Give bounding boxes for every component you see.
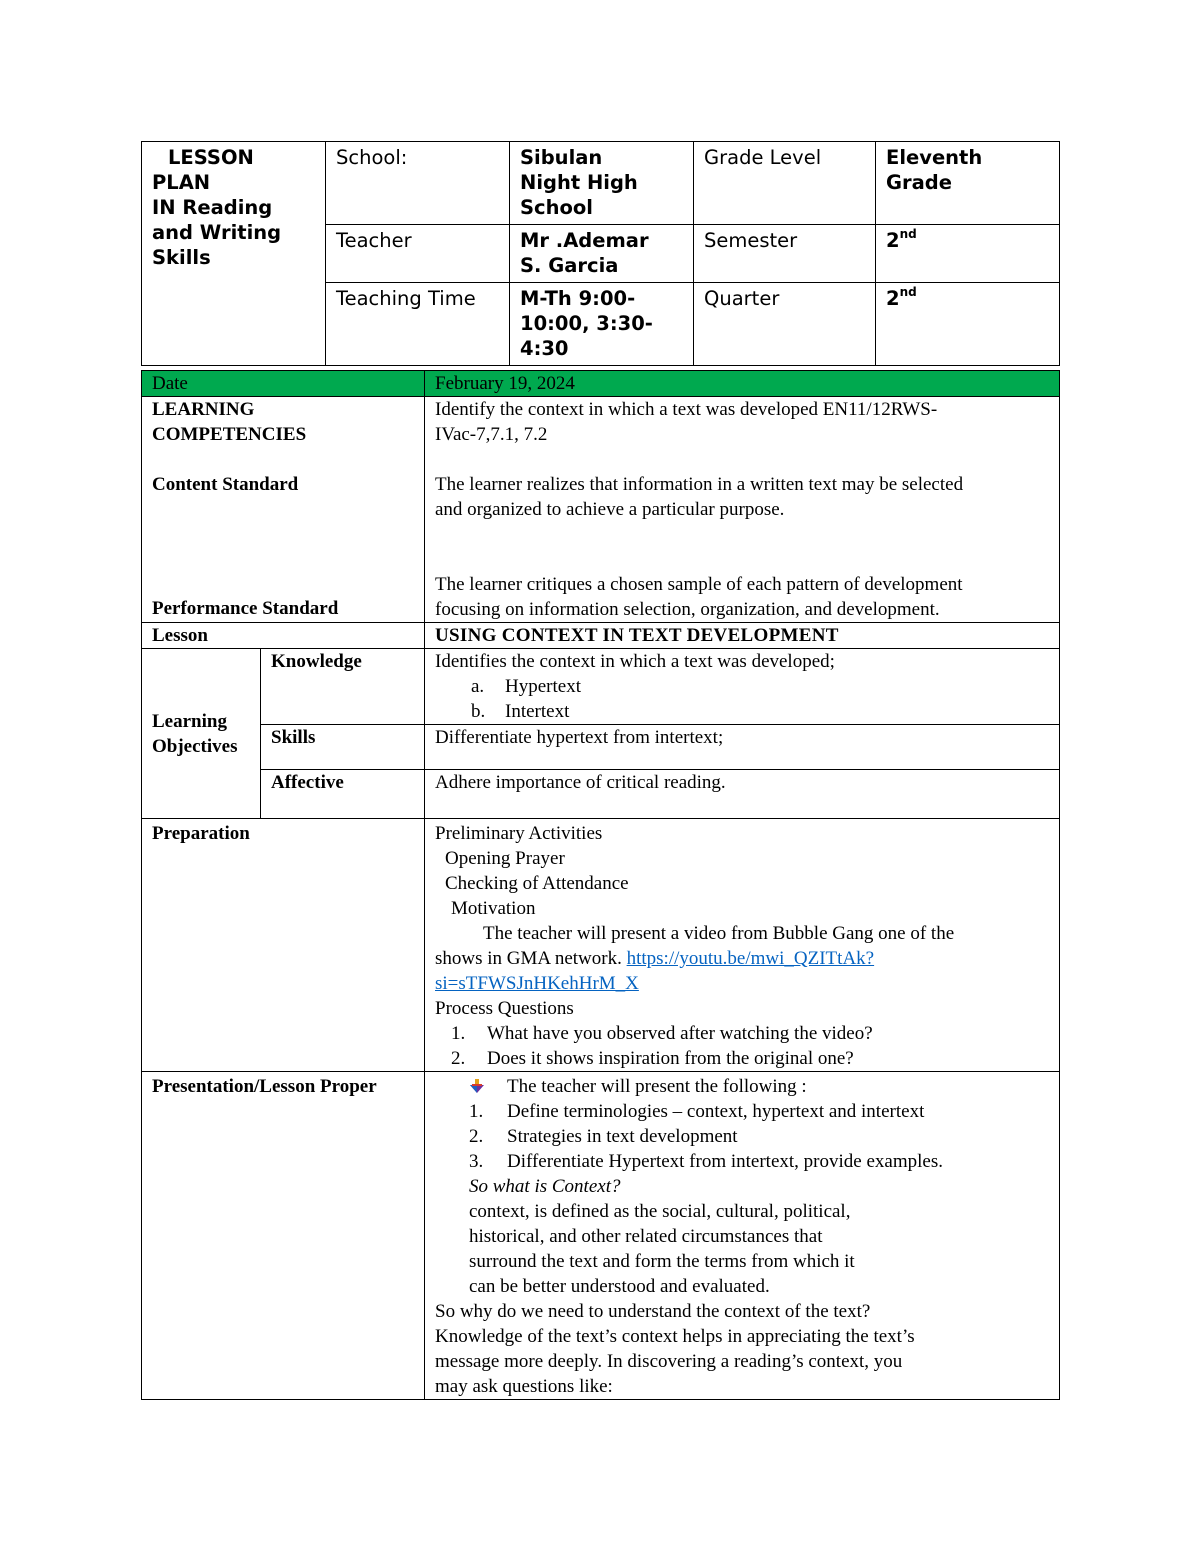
header-table bbox=[141, 141, 1060, 366]
quarter-label: Quarter bbox=[694, 283, 876, 366]
list-item: b. Intertext bbox=[471, 701, 570, 722]
grade-level-value: Eleventh Grade bbox=[876, 142, 1060, 225]
skills-label: Skills bbox=[261, 725, 425, 770]
lesson-details-table bbox=[141, 370, 1060, 1400]
semester-label: Semester bbox=[694, 225, 876, 283]
affective-label: Affective bbox=[261, 770, 425, 819]
down-arrow-bullet-icon bbox=[435, 1074, 507, 1099]
lesson-label: Lesson bbox=[142, 623, 425, 649]
date-value: February 19, 2024 bbox=[425, 371, 1060, 397]
content-standard-label: Content Standard bbox=[152, 474, 299, 495]
list-item: 2. Does it shows inspiration from the original one? bbox=[451, 1048, 854, 1069]
standards-labels: LEARNING COMPETENCIES Content Standard Performance Standard bbox=[142, 397, 425, 623]
performance-standard-label: Performance Standard bbox=[152, 598, 339, 619]
context-definition: context, is defined as the social, cultural, political, historical, and other related circumstances that surround the text and form the terms from which it can be better understood and evaluated. bbox=[469, 1201, 855, 1297]
school-value: Sibulan Night High School bbox=[510, 142, 694, 225]
list-item: a. Hypertext bbox=[471, 676, 581, 697]
preparation-label: Preparation bbox=[142, 819, 425, 1072]
quarter-value: 2nd bbox=[876, 283, 1060, 366]
teacher-value: Mr .Ademar S. Garcia bbox=[510, 225, 694, 283]
list-item: 1. Define terminologies – context, hypertext and intertext bbox=[469, 1101, 925, 1122]
teacher-label: Teacher bbox=[326, 225, 510, 283]
competencies-value: Identify the context in which a text was developed EN11/12RWS- IVac-7,7.1, 7.2 bbox=[435, 399, 938, 445]
list-item: 1. What have you observed after watching the video? bbox=[451, 1023, 873, 1044]
knowledge-label: Knowledge bbox=[261, 649, 425, 725]
school-label: School: bbox=[326, 142, 510, 225]
presentation-label: Presentation/Lesson Proper bbox=[142, 1072, 425, 1400]
semester-value: 2nd bbox=[876, 225, 1060, 283]
list-item: 3. Differentiate Hypertext from intertext, provide examples. bbox=[469, 1151, 943, 1172]
teaching-time-label: Teaching Time bbox=[326, 283, 510, 366]
lesson-plan-title: LESSON PLAN IN Reading and Writing Skills bbox=[142, 142, 326, 366]
teaching-time-value: M-Th 9:00- 10:00, 3:30- 4:30 bbox=[510, 283, 694, 366]
lesson-title: USING CONTEXT IN TEXT DEVELOPMENT bbox=[425, 623, 1060, 649]
context-explanation: So why do we need to understand the context of the text? Knowledge of the text’s context helps in appreciating the text’s message more deeply. In discovering a reading’s context, you may ask questions like: bbox=[435, 1301, 915, 1397]
date-label: Date bbox=[142, 371, 425, 397]
standards-values bbox=[425, 397, 1060, 623]
preparation-value: Preliminary Activities Opening Prayer Checking of Attendance Motivation The teacher will present a video from Bubble Gang one of the shows in GMA network. https://youtu.be/mwi_QZITtAk? si=sTFWSJnHKehHrM_X Process Questions 1. What have you observed after watching the video? 2. Does it shows inspiration from the original one? bbox=[425, 819, 1060, 1072]
performance-standard-value: The learner critiques a chosen sample of each pattern of development focusing on information selection, organization, and development. bbox=[435, 574, 963, 620]
presentation-value: The teacher will present the following : 1. Define terminologies – context, hypertext and intertext 2. Strategies in text development 3. Differentiate Hypertext from intertext, provide examples. So what is Context? context, is defined as the social, cultural, political, historical, and other related circumstances that surround the text and form the terms from which it can be better understood and evaluated. So why do we need to understand the context of the text? Knowledge of the text’s context helps in appreciating the text’s message more deeply. In discovering a reading’s context, you may ask questions like: bbox=[425, 1072, 1060, 1400]
context-question: So what is Context? bbox=[469, 1176, 621, 1197]
content-standard-value: The learner realizes that information in a written text may be selected and organized to achieve a particular purpose. bbox=[435, 474, 964, 520]
video-link[interactable]: https://youtu.be/mwi_QZITtAk? bbox=[626, 948, 875, 969]
video-link-continued[interactable]: si=sTFWSJnHKehHrM_X bbox=[435, 973, 639, 994]
grade-level-label: Grade Level bbox=[694, 142, 876, 225]
affective-value: Adhere importance of critical reading. bbox=[425, 770, 1060, 819]
list-item: 2. Strategies in text development bbox=[469, 1126, 738, 1147]
learning-objectives-label: Learning Objectives bbox=[142, 649, 261, 819]
knowledge-value: Identifies the context in which a text was developed; a. Hypertext b. Intertext bbox=[425, 649, 1060, 725]
skills-value: Differentiate hypertext from intertext; bbox=[425, 725, 1060, 770]
